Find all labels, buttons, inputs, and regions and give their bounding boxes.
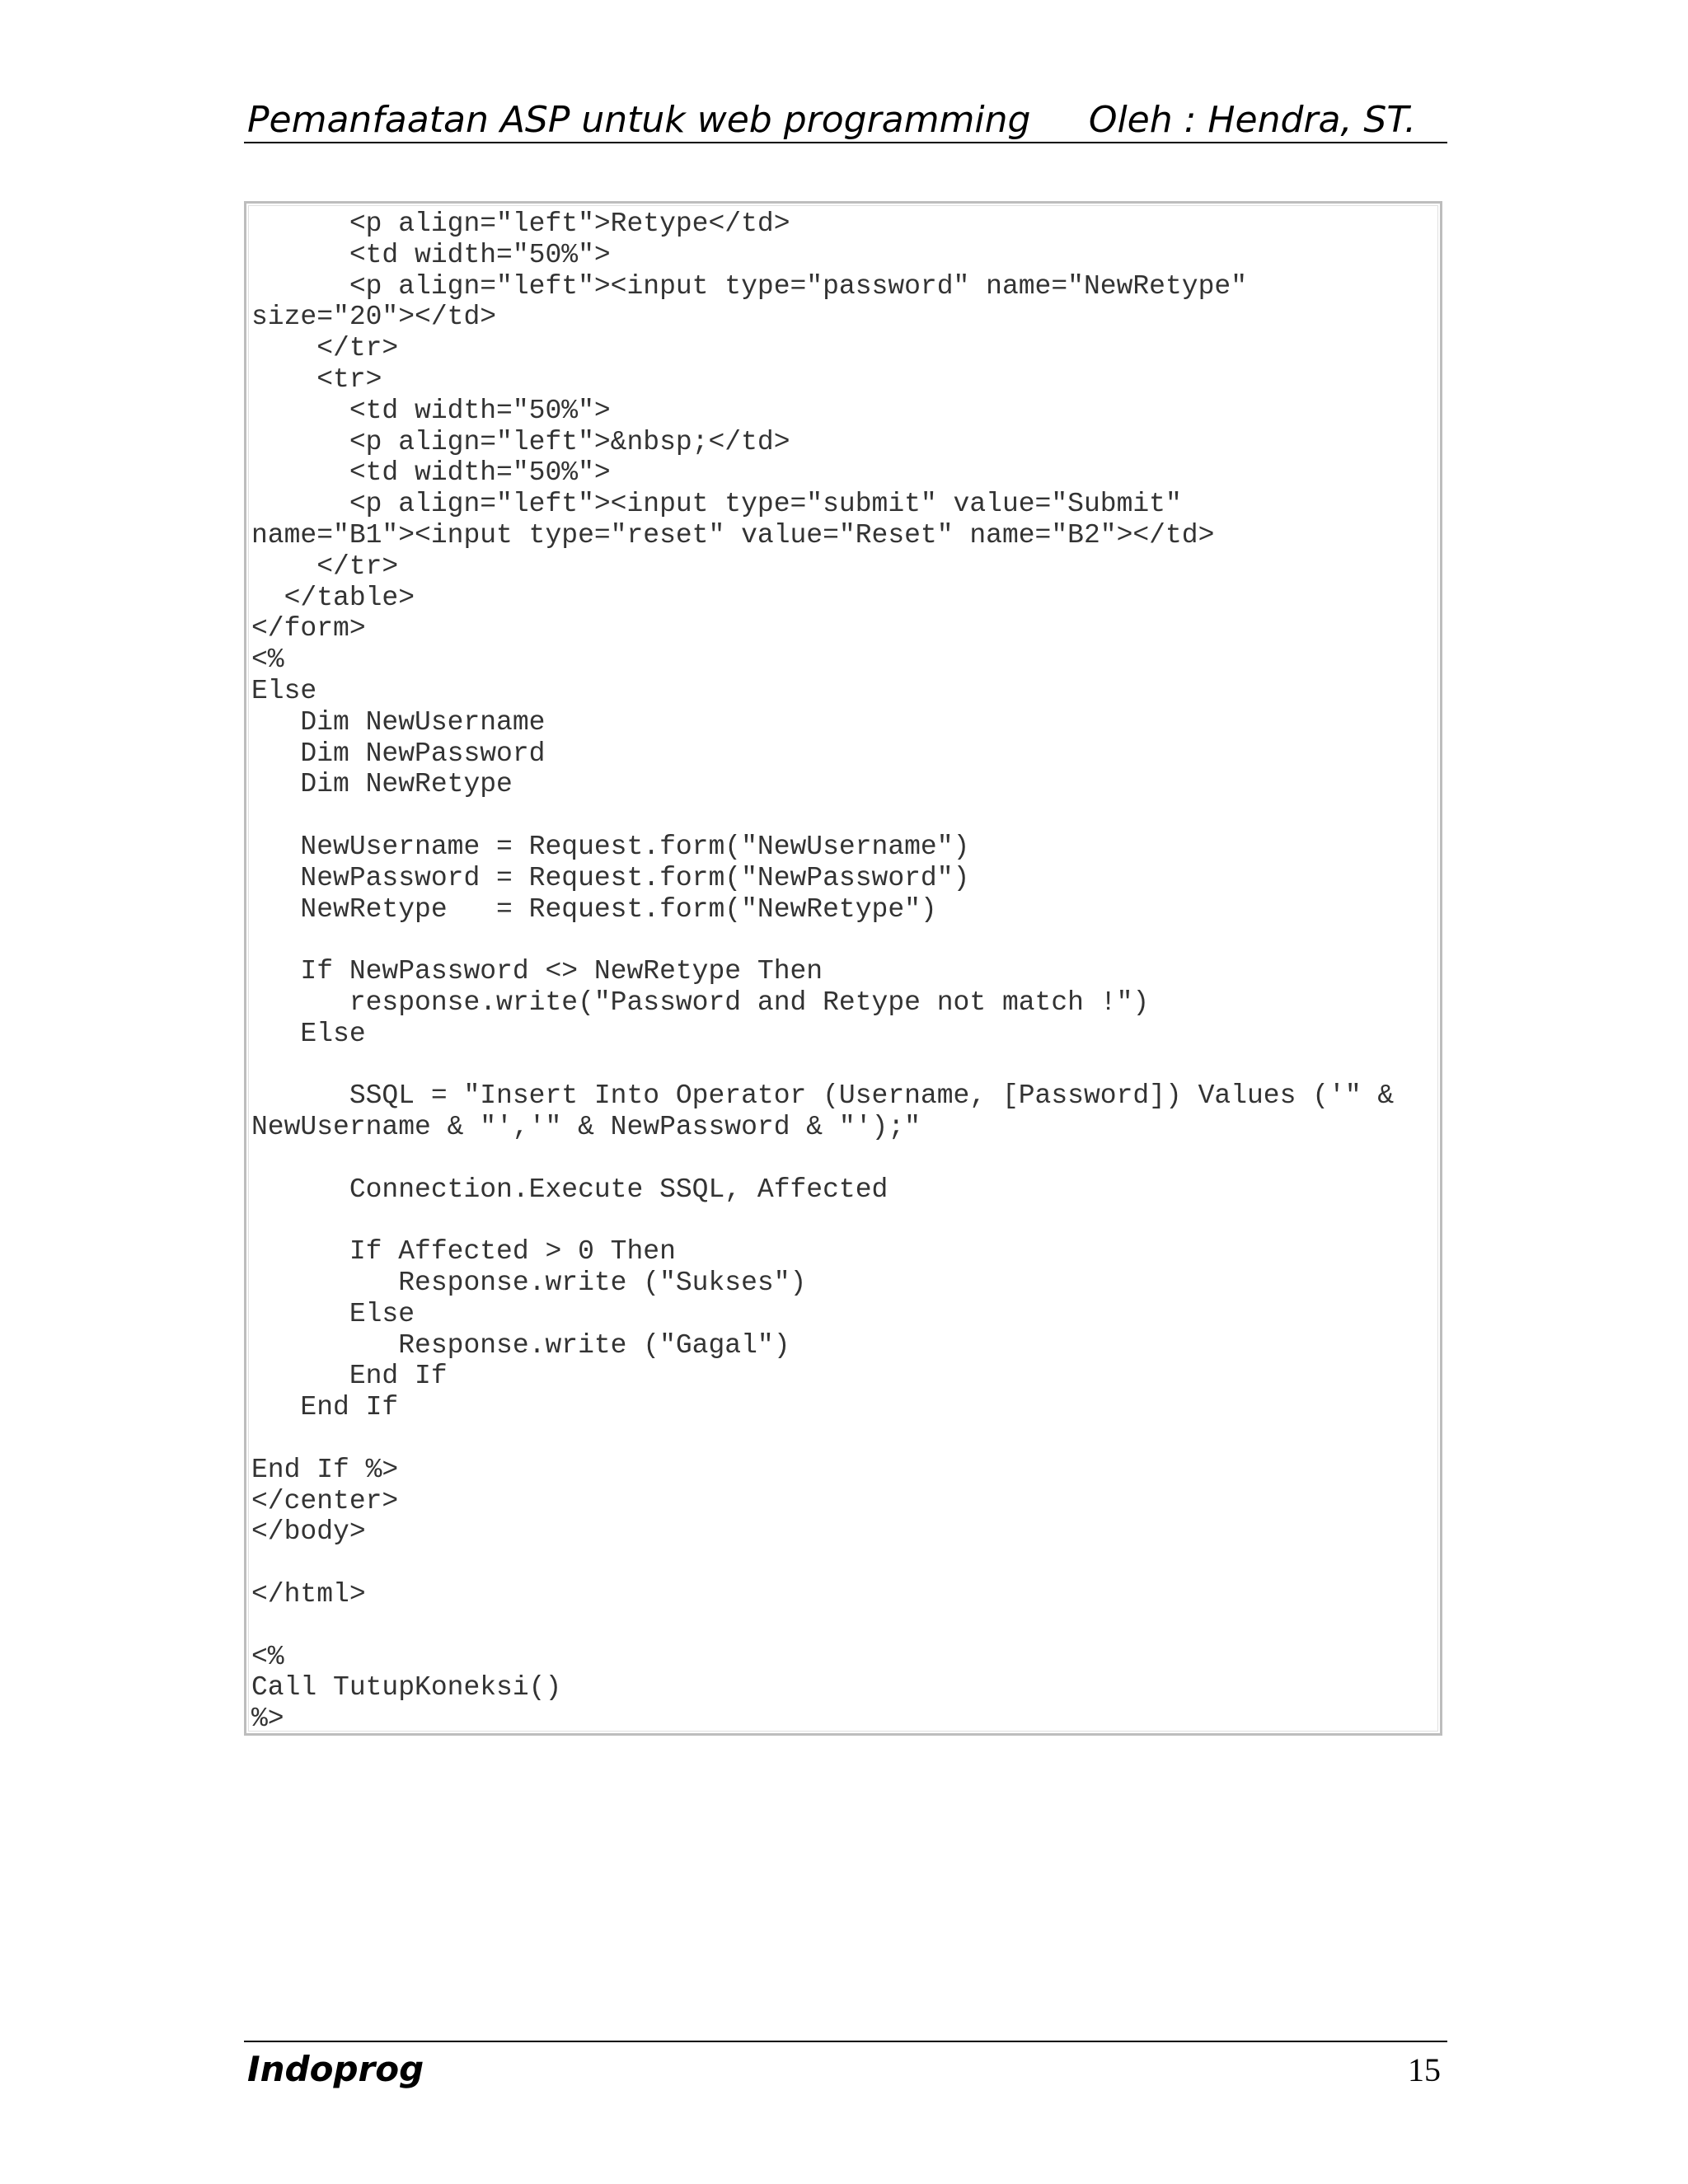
code-line: size="20"></td>: [251, 302, 497, 333]
code-line: NewUsername & "','" & NewPassword & "');": [251, 1112, 921, 1143]
page-number: 15: [1408, 2051, 1441, 2088]
code-line: <%: [251, 1641, 284, 1672]
code-line: <td width="50%">: [251, 457, 611, 489]
code-line: Call TutupKoneksi(): [251, 1672, 562, 1704]
code-line: </html>: [251, 1579, 366, 1610]
code-line: <tr>: [251, 363, 382, 395]
code-line: NewRetype = Request.form("NewRetype"): [251, 893, 937, 925]
code-listing: [251, 209, 1394, 1735]
code-line: <td width="50%">: [251, 239, 611, 270]
code-line: Else: [251, 1298, 415, 1329]
code-line: response.write("Password and Retype not match !"): [251, 987, 1150, 1018]
code-line: </tr>: [251, 551, 399, 582]
code-line: <p align="left"><input type="submit" value="Submit": [251, 489, 1182, 520]
code-listing-box: [244, 201, 1442, 1736]
code-line: If Affected > 0 Then: [251, 1236, 676, 1268]
code-line: End If: [251, 1361, 448, 1392]
code-line: If NewPassword <> NewRetype Then: [251, 956, 823, 987]
code-line: </form>: [251, 613, 366, 644]
code-line: Response.write ("Sukses"): [251, 1268, 807, 1299]
code-line: Else: [251, 1018, 366, 1049]
code-line: <%: [251, 644, 284, 676]
code-line: </table>: [251, 582, 415, 613]
code-line: Dim NewUsername: [251, 706, 546, 738]
page-header: [244, 96, 1447, 143]
code-line: Connection.Execute SSQL, Affected: [251, 1174, 889, 1205]
code-line: <p align="left"><input type="password" name="NewRetype": [251, 270, 1247, 302]
code-line: </center>: [251, 1485, 399, 1516]
code-line: %>: [251, 1704, 284, 1735]
code-line: End If: [251, 1392, 399, 1423]
footer-brand: Indoprog: [247, 2049, 424, 2089]
code-line: SSQL = "Insert Into Operator (Username, [Password]) Values ('" &: [251, 1080, 1395, 1112]
code-line: Else: [251, 675, 317, 706]
code-line: NewUsername = Request.form("NewUsername"): [251, 831, 970, 862]
code-line: name="B1"><input type="reset" value="Reset" name="B2"></td>: [251, 519, 1215, 551]
code-line: End If %>: [251, 1454, 399, 1485]
code-line: </body>: [251, 1516, 366, 1548]
code-line: <p align="left">Retype</td>: [251, 209, 790, 239]
code-line: <p align="left">&nbsp;</td>: [251, 426, 790, 457]
code-line: NewPassword = Request.form("NewPassword"): [251, 862, 970, 893]
code-line: Dim NewRetype: [251, 769, 513, 800]
document-title: Pemanfaatan ASP untuk web programming: [247, 99, 1031, 141]
page-footer: [244, 2041, 1447, 2100]
code-line: Dim NewPassword: [251, 738, 546, 769]
code-line: </tr>: [251, 333, 399, 364]
code-line: Response.write ("Gagal"): [251, 1329, 790, 1361]
code-line: <td width="50%">: [251, 395, 611, 426]
author-line: Oleh : Hendra, ST.: [1088, 99, 1416, 141]
